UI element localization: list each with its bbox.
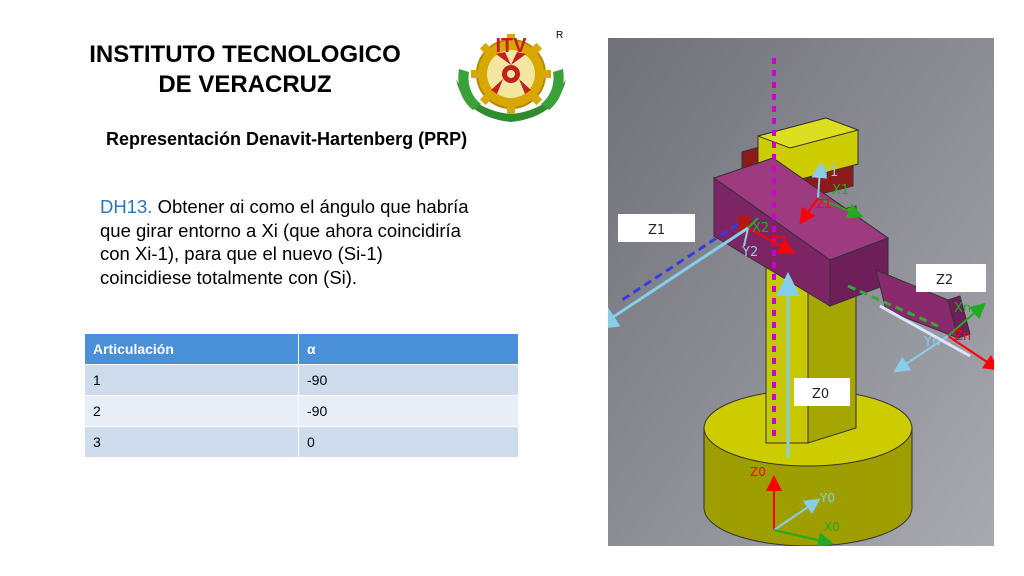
y1-label: Y1	[822, 165, 839, 180]
table-row	[85, 364, 519, 395]
instruction-prefix: DH13.	[100, 196, 153, 217]
table-row	[85, 426, 519, 457]
y2-label: Y2	[742, 245, 759, 260]
z2-box-text: Z2	[936, 273, 954, 288]
robot-diagram	[608, 38, 994, 546]
institute-title-line1: INSTITUTO TECNOLOGICO	[89, 41, 401, 68]
table-cell: 3	[85, 426, 299, 457]
table-row	[85, 395, 519, 426]
xn-label: Xn	[954, 301, 972, 316]
z1-label-box	[618, 214, 695, 242]
slide-subtitle: Representación Denavit-Hartenberg (PRP)	[106, 129, 468, 149]
z1-small-label: Z1	[816, 197, 832, 211]
z2-small-label: Z2	[770, 235, 788, 250]
x2-label: X2	[752, 221, 770, 236]
table-cell: -90	[299, 364, 519, 395]
y0-label: Y0	[820, 491, 835, 505]
logo-text: ITV	[495, 35, 527, 57]
yn-label: Yn	[924, 335, 941, 350]
instruction-text	[100, 195, 470, 289]
table-cell: 0	[299, 426, 519, 457]
registered-mark: R	[556, 30, 564, 41]
table-cell: 2	[85, 395, 299, 426]
table-header-row	[85, 334, 519, 364]
z1-box-text: Z1	[648, 223, 666, 238]
x1-label: X1	[832, 183, 850, 198]
z0-small-label: Z0	[750, 465, 766, 479]
instruction-body: Obtener αi como el ángulo que habría que girar entorno a Xi (que ahora coincidiría con Xi-1), para que el nuevo (Si-1) coincidiese totalmente con (Si).	[100, 196, 469, 288]
table-cell: -90	[299, 395, 519, 426]
alpha-table	[85, 334, 519, 457]
z0-label-box	[794, 378, 850, 406]
table-cell: 1	[85, 364, 299, 395]
column-header-articulacion: Articulación	[85, 334, 299, 364]
z0-box-text: Z0	[812, 387, 830, 402]
x0-label: X0	[824, 520, 840, 534]
zn-label: Zn	[954, 329, 972, 344]
institute-title	[60, 40, 430, 100]
column-header-alpha: α	[299, 334, 519, 364]
z2-label-box	[916, 264, 986, 292]
institute-title-line2: DE VERACRUZ	[158, 71, 332, 98]
